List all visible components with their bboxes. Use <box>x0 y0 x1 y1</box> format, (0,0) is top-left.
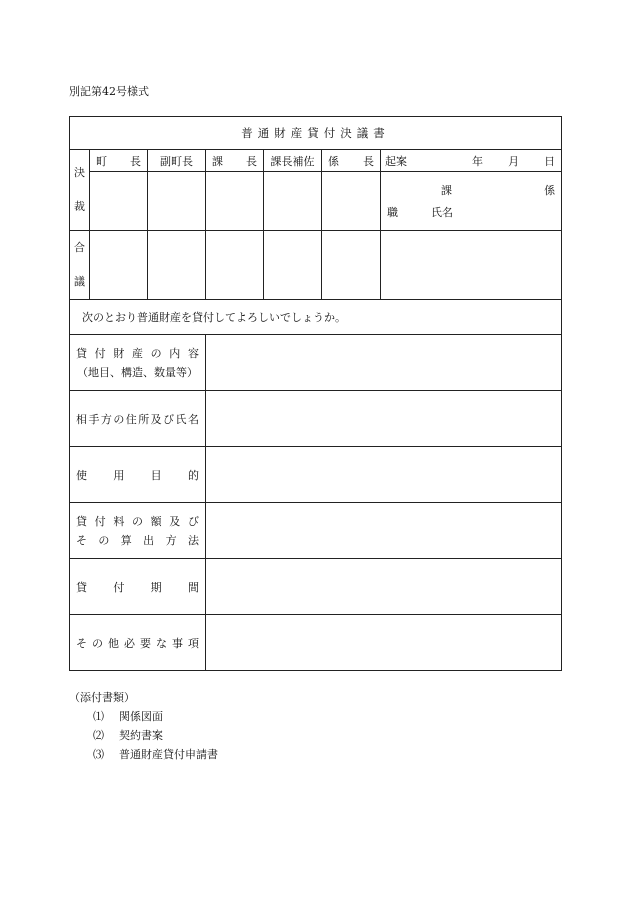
role-kachouhosa: 課長補佐 <box>264 150 322 172</box>
sign-box-fukuchou[interactable] <box>148 172 206 231</box>
gougi-box-5[interactable] <box>322 231 381 300</box>
role-kakarichou: 係 長 <box>322 150 381 172</box>
role-kachou: 課 長 <box>206 150 264 172</box>
role-chou: 町 長 <box>90 150 148 172</box>
kakari-label: 係 <box>544 184 556 197</box>
gougi-box-1[interactable] <box>90 231 148 300</box>
attachments <box>69 688 218 764</box>
attachments-heading: （添付書類） <box>69 691 135 704</box>
gougi-label: 合 議 <box>70 231 90 300</box>
form-title: 普通財産貸付決議書 <box>70 117 562 150</box>
row-label-property: 貸 付 財 産 の 内 容 （地目、構造、数量等） <box>70 335 206 391</box>
row-label-period: 貸 付 期 間 <box>70 559 206 615</box>
sign-box-kachouhosa[interactable] <box>264 172 322 231</box>
shimei-label: 氏名 <box>431 206 453 219</box>
statement-text: 次のとおり普通財産を貸付してよろしいでしょうか。 <box>70 300 562 335</box>
gougi-box-2[interactable] <box>148 231 206 300</box>
row-label-counterparty: 相 手 方 の 住 所 及 び 氏 名 <box>70 391 206 447</box>
row-label-other: そ の 他 必 要 な 事 項 <box>70 615 206 671</box>
form-number: 別記第42号様式 <box>69 85 149 98</box>
decision-form-table <box>69 116 562 671</box>
kian-detail[interactable] <box>381 172 562 231</box>
attachment-item: ⑴ 関係図面 <box>93 710 163 723</box>
sign-box-chou[interactable] <box>90 172 148 231</box>
row-value-fee[interactable] <box>206 503 562 559</box>
row-value-counterparty[interactable] <box>206 391 562 447</box>
gougi-box-4[interactable] <box>264 231 322 300</box>
gougi-box-3[interactable] <box>206 231 264 300</box>
kian-header: 起案 年 月 日 <box>381 150 562 172</box>
sign-box-kachou[interactable] <box>206 172 264 231</box>
gougi-box-6[interactable] <box>381 231 562 300</box>
kessai-label: 決 裁 <box>70 150 90 231</box>
row-value-property[interactable] <box>206 335 562 391</box>
shoku-label: 職 <box>387 206 398 219</box>
role-fukuchou: 副町長 <box>148 150 206 172</box>
sign-box-kakarichou[interactable] <box>322 172 381 231</box>
row-value-period[interactable] <box>206 559 562 615</box>
attachment-item: ⑵ 契約書案 <box>93 729 163 742</box>
row-label-fee: 貸 付 料 の 額 及 び そ の 算 出 方 法 <box>70 503 206 559</box>
attachment-item: ⑶ 普通財産貸付申請書 <box>93 748 218 761</box>
ka-label: 課 <box>441 184 452 197</box>
row-value-purpose[interactable] <box>206 447 562 503</box>
row-label-purpose: 使 用 目 的 <box>70 447 206 503</box>
row-value-other[interactable] <box>206 615 562 671</box>
